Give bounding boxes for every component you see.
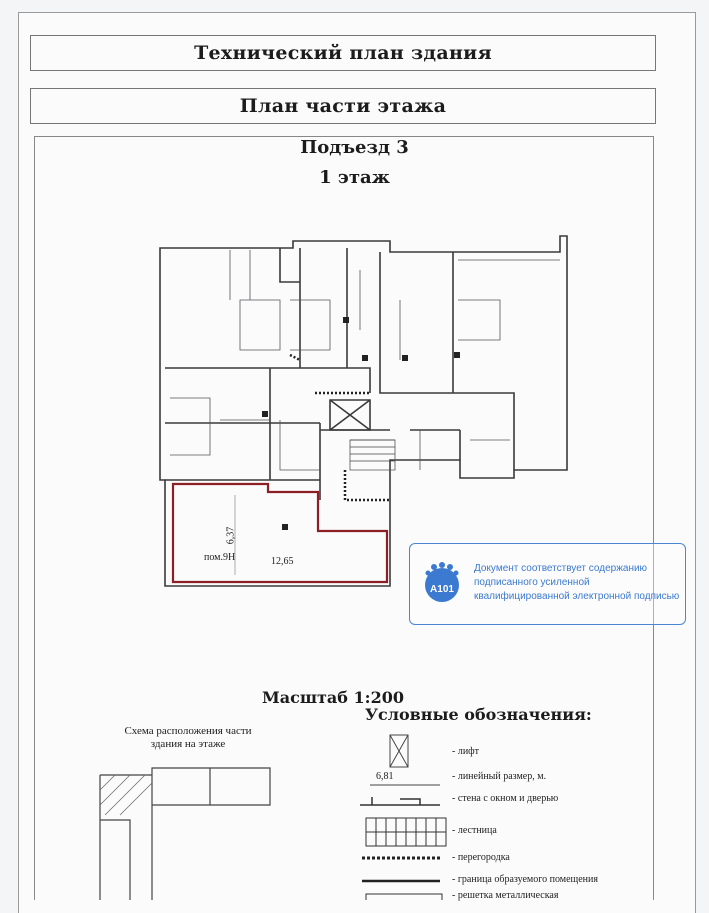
document-subtitle: План части этажа — [30, 88, 656, 124]
legend-item-stair: - лестница — [452, 825, 497, 836]
unit-length-dimension: 12,65 — [271, 556, 294, 567]
legend-item-elevator: - лифт — [452, 746, 480, 757]
wall-window-door-icon — [360, 797, 440, 805]
stamp-text-line-2: подписанного усиленной — [474, 577, 590, 588]
unit-width-dimension: 6,37 — [225, 526, 237, 545]
scale-label: Масштаб 1:200 — [262, 688, 404, 707]
legend-item-partition: - перегородка — [452, 852, 510, 863]
unit-label: пом.9Н — [204, 552, 236, 563]
legend-item-grate: - решетка металлическая — [452, 890, 559, 901]
stamp-text-line-1: Документ соответствует содержанию — [474, 563, 648, 574]
legend-item-dimension: - линейный размер, м. — [452, 771, 547, 782]
schema-caption: Схема расположения части здания на этаже — [124, 725, 252, 750]
elevator-icon — [390, 735, 408, 767]
stamp-logo-text: A101 — [430, 584, 454, 595]
document-title: Технический план здания — [30, 35, 656, 71]
stamp-text-line-3: квалифицированной электронной подписью — [474, 591, 680, 602]
stair-icon — [366, 818, 446, 846]
metal-grate-icon — [366, 894, 442, 900]
entrance-label: Подъезд 3 — [300, 137, 409, 158]
floor-label: 1 этаж — [319, 167, 390, 188]
legend-item-wall: - стена с окном и дверью — [452, 793, 559, 804]
dimension-sample-value: 6,81 — [376, 771, 394, 782]
legend-title: Условные обозначения: — [365, 705, 592, 724]
legend-item-boundary: - граница образуемого помещения — [452, 874, 598, 885]
